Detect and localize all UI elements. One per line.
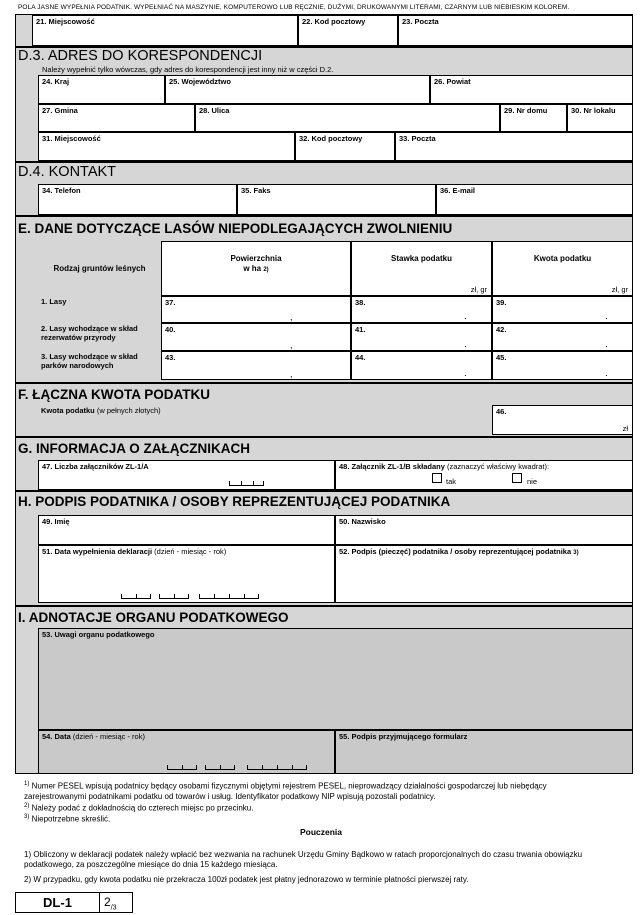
- date-day-boxes: [167, 765, 197, 770]
- field-38-rate[interactable]: [351, 296, 492, 323]
- date-month-boxes: [159, 594, 189, 599]
- total-tax-label: [41, 406, 161, 415]
- decimal-point: .: [464, 311, 467, 322]
- section-d4-title: D.4. KONTAKT: [18, 164, 117, 180]
- digit-separator: [244, 594, 245, 598]
- field-43-label: 43.: [165, 353, 176, 362]
- form-code: DL-1: [16, 893, 100, 912]
- footnote-2-number: 2): [24, 803, 30, 809]
- total-tax-label-text: Kwota podatku: [41, 406, 95, 415]
- field-26-county[interactable]: [430, 75, 633, 104]
- field-31-city[interactable]: [38, 132, 295, 161]
- field-35-label: 35. Faks: [241, 186, 271, 195]
- footnote-1: [24, 779, 589, 802]
- field-25-label: 25. Województwo: [169, 77, 231, 86]
- footnote-1-text: Numer PESEL wpisują podatnicy będący osobami fizycznymi objętymi rejestrem PESEL, nieprowadzący działalności gospodarczej lub niebędący zarejestrowanymi podatnikami podatku od towarów i usług. Identyfikator podatkowy NIP wpisują pozostali podatnicy.: [24, 781, 547, 801]
- field-34-label: 34. Telefon: [42, 186, 81, 195]
- field-48-attachment-zl1b: [335, 460, 633, 490]
- field-40-area[interactable]: [161, 323, 351, 351]
- digit-separator: [234, 765, 235, 769]
- total-tax-label-area: [38, 405, 492, 435]
- checkbox-yes-label: tak: [446, 477, 457, 486]
- field-51-fill-date[interactable]: [38, 545, 335, 603]
- decimal-comma: ,: [290, 312, 293, 322]
- field-36-label: 36. E-mail: [440, 186, 476, 195]
- field-48-label-text: 48. Załącznik ZL-1/B składany: [339, 462, 445, 471]
- field-27-label: 27. Gmina: [42, 106, 78, 115]
- table-header-tax-amount: [492, 241, 633, 296]
- digit-separator: [150, 594, 151, 598]
- field-29-label: 29. Nr domu: [504, 106, 548, 115]
- field-27-commune[interactable]: [38, 104, 195, 132]
- field-46-label: 46.: [496, 407, 507, 416]
- field-25-voivodeship[interactable]: [165, 75, 430, 104]
- field-50-last-name[interactable]: [335, 515, 633, 545]
- field-53-label: 53. Uwagi organu podatkowego: [42, 630, 155, 639]
- page-total: /3: [110, 904, 117, 912]
- field-31-label: 31. Miejscowość: [42, 134, 101, 143]
- field-48-label: [339, 462, 549, 471]
- field-44-label: 44.: [355, 353, 366, 362]
- total-tax-unit: zł: [622, 424, 628, 433]
- digit-separator: [182, 765, 183, 769]
- date-month-boxes: [205, 765, 235, 770]
- checkbox-no-label: nie: [527, 477, 538, 486]
- section-h-title: H. PODPIS PODATNIKA / OSOBY REPREZENTUJĄCEJ PODATNIKA: [18, 494, 451, 509]
- date-day-boxes: [121, 594, 151, 599]
- field-39-label: 39.: [496, 298, 507, 307]
- field-47-attachment-count[interactable]: [38, 460, 335, 490]
- section-d3-note: Należy wypełnić tylko wówczas, gdy adres do korespondencji jest inny niż w części D.2.: [42, 65, 334, 74]
- section-g-title: G. INFORMACJA O ZAŁĄCZNIKACH: [18, 441, 250, 456]
- digit-separator: [263, 481, 264, 485]
- field-42-label: 42.: [496, 325, 507, 334]
- date-year-boxes: [247, 765, 307, 770]
- field-55-label: 55. Podpis przyjmującego formularz: [339, 732, 468, 741]
- page-current: 2: [104, 895, 111, 909]
- field-23-post-office[interactable]: [398, 15, 633, 46]
- field-49-label: 49. Imię: [42, 517, 70, 526]
- table-header-area: [161, 241, 351, 296]
- checkbox-yes[interactable]: [432, 473, 442, 483]
- field-28-label: 28. Ulica: [199, 106, 230, 115]
- field-48-note: (zaznaczyć właściwy kwadrat):: [446, 462, 550, 471]
- table-header-area-unit: [162, 264, 350, 273]
- row-national-parks-label: 3. Lasy wchodzące w skład parków narodowych: [41, 352, 138, 370]
- digit-separator: [229, 594, 230, 598]
- decimal-point: .: [605, 311, 608, 322]
- instruction-1: 1) Obliczony w deklaracji podatek należy wpłacić bez wezwania na rachunek Urzędu Gminy Bądkowo w ratach proporcjonalnych do czasu trwania obowiązku podatkowego, za poszczególne miesiące do dnia 15 każdego miesiąca.: [24, 850, 583, 869]
- field-21-city[interactable]: [32, 15, 298, 46]
- section-e-title: E. DANE DOTYCZĄCE LASÓW NIEPODLEGAJĄCYCH ZWOLNIENIU: [18, 221, 453, 236]
- digit-separator: [253, 481, 254, 485]
- digit-separator: [292, 765, 293, 769]
- field-55-receiver-signature: [335, 730, 633, 774]
- decimal-comma: ,: [290, 340, 293, 350]
- field-53-office-remarks: [38, 628, 633, 730]
- field-41-label: 41.: [355, 325, 366, 334]
- table-header-tax-rate-text: Stawka podatku: [391, 254, 452, 263]
- digit-separator: [214, 594, 215, 598]
- field-32-label: 32. Kod pocztowy: [299, 134, 363, 143]
- field-41-rate[interactable]: [351, 323, 492, 351]
- field-30-label: 30. Nr lokalu: [571, 106, 616, 115]
- footnote-3-number: 3): [24, 814, 30, 820]
- field-54-label: [42, 732, 145, 741]
- table-header-tax-amount-text: Kwota podatku: [533, 254, 592, 263]
- field-54-label-text: 54. Data: [42, 732, 71, 741]
- field-54-note: (dzień - miesiąc - rok): [72, 732, 145, 741]
- digit-separator: [174, 594, 175, 598]
- field-36-email[interactable]: [436, 184, 633, 215]
- field-34-phone[interactable]: [38, 184, 237, 215]
- table-header-land-type: [38, 241, 161, 296]
- section-divider: [16, 436, 632, 438]
- digit-separator: [241, 481, 242, 485]
- field-33-label: 33. Poczta: [399, 134, 436, 143]
- section-i-title: I. ADNOTACJE ORGANU PODATKOWEGO: [18, 610, 289, 625]
- field-24-country[interactable]: [38, 75, 165, 104]
- footnote-2-text: Należy podać z dokładnością do czterech miejsc po przecinku.: [31, 803, 254, 813]
- field-54-office-date: [38, 730, 335, 774]
- field-50-label: 50. Nazwisko: [339, 517, 386, 526]
- field-35-fax[interactable]: [237, 184, 436, 215]
- digit-separator: [196, 765, 197, 769]
- section-d3-title: D.3. ADRES DO KORESPONDENCJI: [18, 48, 263, 64]
- form-code-box: [15, 892, 133, 913]
- field-29-house-number[interactable]: [500, 104, 567, 132]
- digit-separator: [220, 765, 221, 769]
- decimal-point: .: [464, 339, 467, 350]
- checkbox-no[interactable]: [512, 473, 522, 483]
- field-51-note: (dzień - miesiąc - rok): [154, 547, 227, 556]
- field-24-label: 24. Kraj: [42, 77, 70, 86]
- field-37-area[interactable]: [161, 296, 351, 323]
- total-tax-label-note: (w pełnych złotych): [96, 406, 161, 415]
- date-year-boxes: [199, 594, 259, 599]
- field-30-apartment-number[interactable]: [567, 104, 633, 132]
- decimal-point: .: [464, 368, 467, 379]
- field-44-rate[interactable]: [351, 351, 492, 380]
- field-52-label-text: 52. Podpis (pieczęć) podatnika / osoby reprezentującej podatnika: [339, 547, 572, 556]
- field-49-first-name[interactable]: [38, 515, 335, 545]
- field-28-street[interactable]: [195, 104, 500, 132]
- section-divider: [16, 382, 632, 384]
- table-header-tax-rate: [351, 241, 492, 296]
- tax-amount-unit: zł, gr: [611, 285, 628, 294]
- digit-separator: [136, 594, 137, 598]
- table-header-area-footnote: 2): [263, 267, 269, 273]
- field-45-label: 45.: [496, 353, 507, 362]
- field-52-label: [339, 547, 579, 556]
- form-instructions: POLA JASNE WYPEŁNIA PODATNIK. WYPEŁNIAĆ NA MASZYNIE, KOMPUTEROWO LUB RĘCZNIE, DUŻYMI, DRUKOWANYMI LITERAMI, CZARNYM LUB NIEBIESKIM KOLOREM.: [18, 4, 570, 11]
- digit-boxes: [229, 481, 264, 486]
- field-47-label: 47. Liczba załączników ZL-1/A: [42, 462, 149, 471]
- decimal-point: .: [605, 339, 608, 350]
- table-header-area-text: Powierzchnia: [230, 254, 282, 263]
- instruction-2: 2) W przypadku, gdy kwota podatku nie przekracza 100zł podatek jest płatny jednorazowo w terminie płatności pierwszej raty.: [24, 875, 469, 884]
- field-40-label: 40.: [165, 325, 176, 334]
- field-46-total-tax[interactable]: [492, 405, 633, 435]
- digit-separator: [188, 594, 189, 598]
- section-f-title: F. ŁĄCZNA KWOTA PODATKU: [18, 387, 210, 402]
- row-forests-label: 1. Lasy: [41, 297, 67, 306]
- tax-rate-unit: zł, gr: [470, 285, 487, 294]
- instructions-title: Pouczenia: [299, 827, 343, 837]
- declaration-form: [15, 14, 633, 774]
- digit-separator: [277, 765, 278, 769]
- footnote-3: [24, 812, 604, 825]
- section-divider: [16, 605, 632, 607]
- field-26-label: 26. Powiat: [434, 77, 471, 86]
- field-45-amount[interactable]: [492, 351, 633, 380]
- digit-separator: [262, 765, 263, 769]
- footnote-1-number: 1): [24, 781, 30, 787]
- field-33-post-office[interactable]: [395, 132, 633, 161]
- field-39-amount[interactable]: [492, 296, 633, 323]
- field-23-label: 23. Poczta: [402, 17, 439, 26]
- decimal-point: .: [605, 368, 608, 379]
- field-22-label: 22. Kod pocztowy: [302, 17, 366, 26]
- field-32-postal-code[interactable]: [295, 132, 395, 161]
- field-21-label: 21. Miejscowość: [36, 17, 95, 26]
- field-43-area[interactable]: [161, 351, 351, 380]
- field-51-label-text: 51. Data wypełnienia deklaracji: [42, 547, 153, 556]
- field-22-postal-code[interactable]: [298, 15, 398, 46]
- digit-separator: [258, 594, 259, 598]
- decimal-comma: ,: [290, 369, 293, 379]
- section-divider: [16, 161, 632, 163]
- field-52-signature[interactable]: [335, 545, 633, 603]
- section-divider: [16, 215, 632, 217]
- field-37-label: 37.: [165, 298, 176, 307]
- field-38-label: 38.: [355, 298, 366, 307]
- footnote-3-text: Niepotrzebne skreślić.: [31, 814, 111, 824]
- row-reserves-label: 2. Lasy wchodzące w skład rezerwatów przyrody: [41, 324, 138, 342]
- field-52-footnote: 3): [573, 550, 579, 556]
- table-header-land-type-text: Rodzaj gruntów leśnych: [53, 264, 146, 273]
- digit-separator: [306, 765, 307, 769]
- table-header-area-unit-text: w ha: [243, 264, 262, 273]
- field-51-label: [42, 547, 226, 556]
- section-divider: [16, 490, 632, 492]
- page-number: [104, 895, 117, 911]
- field-42-amount[interactable]: [492, 323, 633, 351]
